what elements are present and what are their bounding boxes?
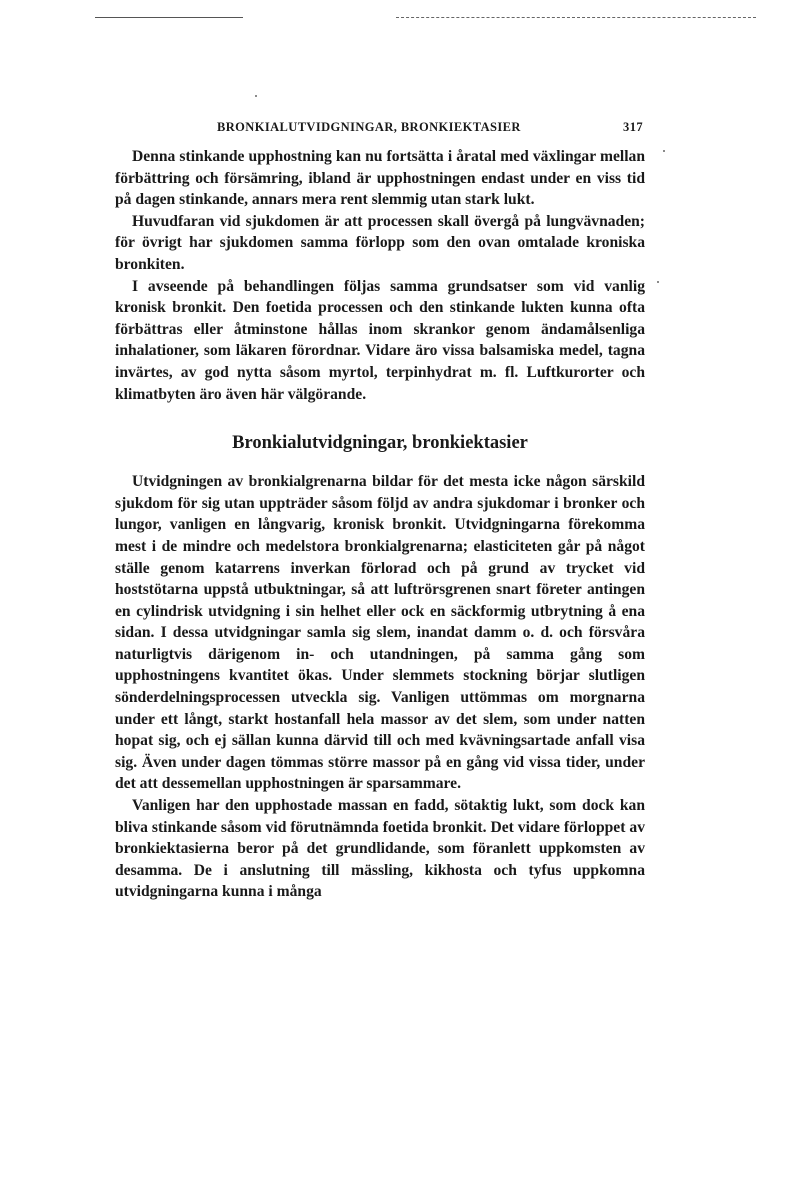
- section-heading: Bronkialutvidgningar, bronkiektasier: [232, 433, 528, 454]
- paragraph: Huvudfaran vid sjukdomen är att processen skall övergå på lungvävnaden; för övrigt har sjukdomen samma förlopp som den ovan omtalade kroniska bronkiten.: [115, 212, 645, 273]
- running-title: BRONKIALUTVIDGNINGAR, BRONKIEKTASIER: [217, 120, 521, 134]
- book-page: [115, 112, 645, 903]
- paragraph: Denna stinkande upphostning kan nu fortsätta i åratal med växlingar mellan förbättring och försämring, ibland är upphostningen endast under en viss tid på dagen stinkande, annars mera rent slemmig utan stark lukt.: [115, 148, 645, 209]
- paragraph: Vanligen har den upphostade massan en fadd, sötaktig lukt, som dock kan bliva stinkande såsom vid förutnämnda foetida bronkit. Det vidare förloppet av bronkiektasierna beror på det grundlidande, som föranlett uppkomsten av desamma. De i anslutning till mässling, kikhosta och tyfus uppkomna utvidgningarna kunna i många: [115, 797, 645, 901]
- continued-text: [115, 146, 645, 405]
- scan-speck: [663, 150, 665, 152]
- section-body: [115, 471, 645, 903]
- scan-speck: [255, 95, 257, 97]
- paragraph: I avseende på behandlingen följas samma grundsatser som vid vanlig kronisk bronkit. Den foetida processen och den stinkande lukten kunna ofta förbättras eller åtminstone hållas inom skrankor genom ändamålsenliga inhalationer, som läkaren förordnar. Vidare äro vissa balsamiska medel, tagna invärtes, av god nytta såsom myrtol, terpinhydrat m. fl. Luftkurorter och klimatbyten äro även här välgörande.: [115, 277, 645, 403]
- scan-rule-right: [396, 17, 756, 18]
- running-head: [115, 112, 645, 136]
- scan-rule-left: [95, 17, 243, 18]
- page-number: 317: [623, 120, 643, 134]
- paragraph: Utvidgningen av bronkialgrenarna bildar för det mesta icke någon särskild sjukdom för sig utan uppträder såsom följd av andra sjukdomar i bronker och lungor, vanligen en långvarig, kronisk bronkit. Utvidgningarna förekomma mest i de mindre och medelstora bronkialgrenarna; elasticiteten går på något ställe genom katarrens inverkan förlorad och på grund av trycket vid hoststötarna uppstå utbuktningar, så att luftrörsgrenen snart företer antingen en cylindrisk utvidgning i sin helhet eller ock en säckformig utbrytning å ena sidan. I dessa utvidgningar samla sig slem, inandat damm o. d. och försvåra naturligtvis därigenom in- och utandningen, på samma gång som upphostningens kvantitet ökas. Under slemmets stockning börjar slutligen sönderdelningsprocessen utveckla sig. Vanligen uttömmas om morgnarna under ett långt, starkt hostanfall hela massor av det slem, som under natten hopat sig, och ej sällan kunna därvid till och med kvävningsartade anfall visa sig. Även under dagen tömmas större massor på en gång vid vissa tider, under det att dessemellan upphostningen är sparsammare.: [115, 473, 645, 793]
- scan-speck: [657, 281, 659, 283]
